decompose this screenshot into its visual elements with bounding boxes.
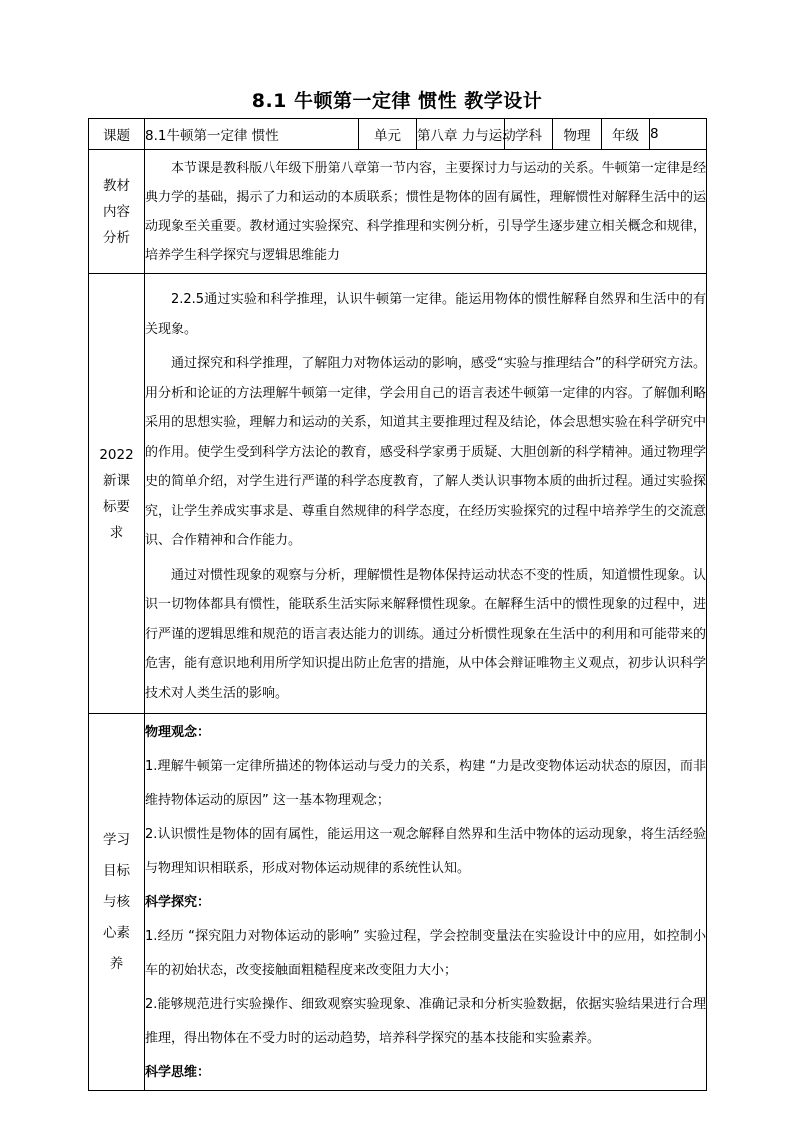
label-line: 分析 bbox=[103, 229, 130, 246]
grade-label: 年级 bbox=[602, 119, 650, 150]
material-analysis-row bbox=[89, 150, 707, 274]
unit-value: 第八章 力与运动 bbox=[417, 119, 505, 150]
learning-goals-row bbox=[89, 714, 707, 1091]
label-line: 养 bbox=[109, 955, 124, 972]
requirement-paragraph: 2.2.5通过实验和科学推理，认识牛顿第一定律。能运用物体的惯性解释自然界和生活中的有关现象。 bbox=[145, 292, 706, 337]
physics-concept-heading: 物理观念： bbox=[145, 725, 211, 740]
lesson-design-table bbox=[88, 118, 707, 1091]
header-row bbox=[89, 119, 707, 150]
requirement-paragraph: 通过对惯性现象的观察与分析，理解惯性是物体保持运动状态不变的性质，知道惯性现象。认识一切物体都具有惯性，能联系生活实际来解释惯性现象。在解释生活中的惯性现象的过程中，进行严谨的逻辑思维和规范的语言表达能力的训练。通过分析惯性现象在生活中的利用和可能带来的危害，能有意识地利用所学知识提出防止危害的措施，从中体会辩证唯物主义观点，初步认识科学技术对人类生活的影响。 bbox=[145, 567, 706, 701]
curriculum-requirements-content bbox=[145, 274, 707, 714]
label-line: 内容 bbox=[103, 203, 130, 220]
subject-value: 物理 bbox=[553, 119, 602, 150]
label-line: 标要 bbox=[103, 498, 130, 515]
physics-concept-item: 2.认识惯性是物体的固有属性，能运用这一观念解释自然界和生活中物体的运动现象，将生活经验与物理知识相联系，形成对物体运动规律的系统性认知。 bbox=[145, 827, 706, 876]
label-line: 与核 bbox=[103, 893, 130, 910]
label-line: 教材 bbox=[103, 177, 130, 194]
inquiry-heading: 科学探究： bbox=[145, 895, 211, 910]
learning-goals-label bbox=[89, 714, 145, 1091]
material-analysis-label bbox=[89, 150, 145, 274]
label-line: 2022 bbox=[99, 446, 134, 463]
material-analysis-text: 本节课是教科版八年级下册第八章第一节内容，主要探讨力与运动的关系。牛顿第一定律是经典力学的基础，揭示了力和运动的本质联系；惯性是物体的固有属性，理解惯性对解释生活中的运动现象至关重要。教材通过实验探究、科学推理和实例分析，引导学生逐步建立相关概念和规律，培养学生科学探究与逻辑思维能力 bbox=[145, 160, 706, 263]
requirement-paragraph: 通过探究和科学推理，了解阻力对物体运动的影响，感受“实验与推理结合”的科学研究方法。用分析和论证的方法理解牛顿第一定律，学会用自己的语言表述牛顿第一定律的内容。了解伽利略采用的思想实验，理解力和运动的关系，知道其主要推理过程及结论，体会思想实验在科学研究中的作用。使学生受到科学方法论的教育，感受科学家勇于质疑、大胆创新的科学精神。通过物理学史的简单介绍，对学生进行严谨的科学态度教育，了解人类认识事物本质的曲折过程。通过实验探究，让学生养成实事求是、尊重自然规律的科学态度，在经历实验探究的过程中培养学生的交流意识、合作精神和合作能力。 bbox=[145, 356, 706, 548]
label-line: 求 bbox=[109, 524, 124, 541]
curriculum-requirements-row bbox=[89, 274, 707, 714]
unit-label: 单元 bbox=[359, 119, 417, 150]
topic-value: 8.1牛顿第一定律 惯性 bbox=[145, 119, 359, 150]
grade-value: 8 bbox=[650, 119, 707, 150]
curriculum-requirements-label bbox=[89, 274, 145, 714]
inquiry-item: 1.经历 “探究阻力对物体运动的影响” 实验过程，学会控制变量法在实验设计中的应用，如控制小车的初始状态，改变接触面粗糙程度来改变阻力大小； bbox=[145, 929, 706, 978]
topic-label: 课题 bbox=[89, 119, 145, 150]
label-line: 学习 bbox=[103, 831, 130, 848]
thinking-heading: 科学思维： bbox=[145, 1065, 211, 1080]
inquiry-item: 2.能够规范进行实验操作、细致观察实验现象、准确记录和分析实验数据，依据实验结果进行合理推理，得出物体在不受力时的运动趋势，培养科学探究的基本技能和实验素养。 bbox=[145, 997, 706, 1046]
subject-label: 学科 bbox=[505, 119, 553, 150]
material-analysis-content bbox=[145, 150, 707, 274]
label-line: 目标 bbox=[103, 862, 130, 879]
label-line: 新课 bbox=[103, 472, 130, 489]
physics-concept-item: 1.理解牛顿第一定律所描述的物体运动与受力的关系，构建 “力是改变物体运动状态的原因，而非维持物体运动的原因” 这一基本物理观念； bbox=[145, 759, 706, 808]
document-title: 8.1 牛顿第一定律 惯性 教学设计 bbox=[251, 90, 543, 112]
label-line: 心素 bbox=[103, 924, 130, 941]
learning-goals-content bbox=[145, 714, 707, 1091]
